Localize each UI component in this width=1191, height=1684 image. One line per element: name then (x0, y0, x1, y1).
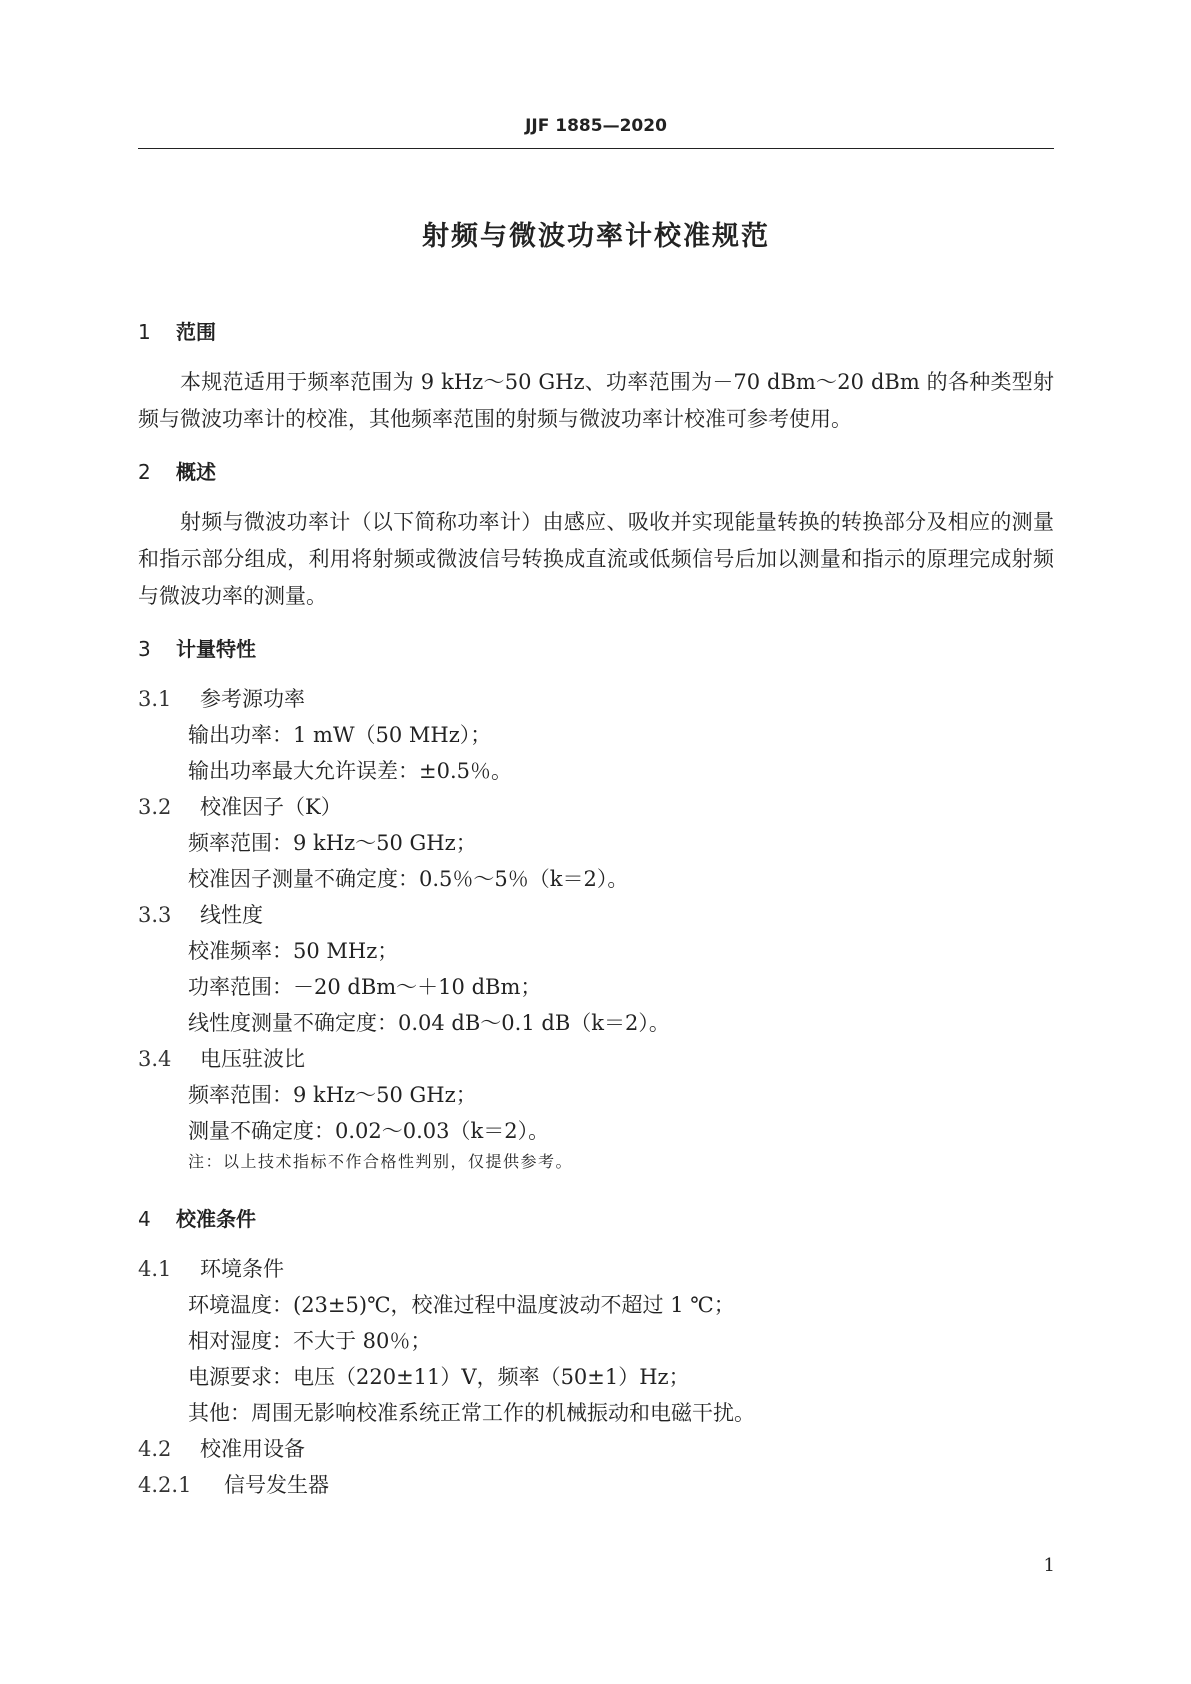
section-number: 4 (138, 1207, 151, 1231)
section-3-heading (138, 635, 1054, 663)
section-4-heading (138, 1205, 1054, 1233)
section-2-heading (138, 458, 1054, 486)
subsection-3-2-heading (138, 789, 1054, 825)
section-title: 计量特性 (176, 637, 256, 661)
subsection-number: 3.2 (138, 795, 172, 819)
list-item: 功率范围：－20 dBm～＋10 dBm； (188, 975, 542, 999)
page-number: 1 (1043, 1555, 1055, 1576)
subsection-number: 3.4 (138, 1047, 172, 1071)
list-item: 输出功率最大允许误差：±0.5％。 (188, 759, 512, 783)
subsection-title: 校准因子（K） (200, 795, 342, 819)
section-1-heading (138, 318, 1054, 346)
document-code-header: JJF 1885—2020 (525, 116, 667, 136)
subsection-title: 电压驻波比 (200, 1047, 305, 1071)
list-item: 环境温度：(23±5)℃，校准过程中温度波动不超过 1 ℃； (188, 1293, 735, 1317)
subsection-number: 4.2.1 (138, 1473, 192, 1497)
section-number: 3 (138, 637, 151, 661)
subsection-title: 线性度 (200, 903, 263, 927)
section-number: 2 (138, 460, 151, 484)
list-item: 输出功率：1 mW（50 MHz）； (188, 723, 492, 747)
subsection-title: 信号发生器 (224, 1473, 329, 1497)
section-number: 1 (138, 320, 151, 344)
subsection-3-1-heading (138, 681, 1054, 717)
subsection-3-4-heading (138, 1041, 1054, 1077)
subsection-3-3-heading (138, 897, 1054, 933)
list-item: 频率范围：9 kHz～50 GHz； (188, 831, 477, 855)
document-body (138, 318, 1054, 1503)
list-item: 频率范围：9 kHz～50 GHz； (188, 1083, 477, 1107)
header-divider (138, 148, 1054, 149)
subsection-title: 校准用设备 (200, 1437, 305, 1461)
subsection-4-1-heading (138, 1251, 1054, 1287)
section-title: 校准条件 (176, 1207, 256, 1231)
list-item: 校准频率：50 MHz； (188, 939, 399, 963)
subsection-title: 参考源功率 (200, 687, 305, 711)
subsection-number: 3.1 (138, 687, 172, 711)
subsection-number: 4.2 (138, 1437, 172, 1461)
subsection-number: 3.3 (138, 903, 172, 927)
section-2-paragraph: 射频与微波功率计（以下简称功率计）由感应、吸收并实现能量转换的转换部分及相应的测量和指示部分组成，利用将射频或微波信号转换成直流或低频信号后加以测量和指示的原理完成射频与微波功率的测量。 (138, 510, 1054, 608)
note: 注：以上技术指标不作合格性判别，仅提供参考。 (188, 1152, 574, 1171)
list-item: 其他：周围无影响校准系统正常工作的机械振动和电磁干扰。 (188, 1401, 755, 1425)
subsection-title: 环境条件 (200, 1257, 284, 1281)
section-title: 概述 (176, 460, 216, 484)
section-1-paragraph: 本规范适用于频率范围为 9 kHz～50 GHz、功率范围为－70 dBm～20 dBm 的各种类型射频与微波功率计的校准，其他频率范围的射频与微波功率计校准可参考使用。 (138, 370, 1054, 431)
list-item: 线性度测量不确定度：0.04 dB～0.1 dB（k＝2）。 (188, 1011, 670, 1035)
section-title: 范围 (176, 320, 216, 344)
subsection-4-2-heading (138, 1431, 1054, 1467)
list-item: 校准因子测量不确定度：0.5％～5％（k＝2）。 (188, 867, 629, 891)
list-item: 电源要求：电压（220±11）V，频率（50±1）Hz； (188, 1365, 690, 1389)
subsection-4-2-1-heading (138, 1467, 1054, 1503)
document-title: 射频与微波功率计校准规范 (422, 221, 770, 252)
subsection-number: 4.1 (138, 1257, 172, 1281)
list-item: 测量不确定度：0.02～0.03（k＝2）。 (188, 1119, 550, 1143)
list-item: 相对湿度：不大于 80％； (188, 1329, 432, 1353)
